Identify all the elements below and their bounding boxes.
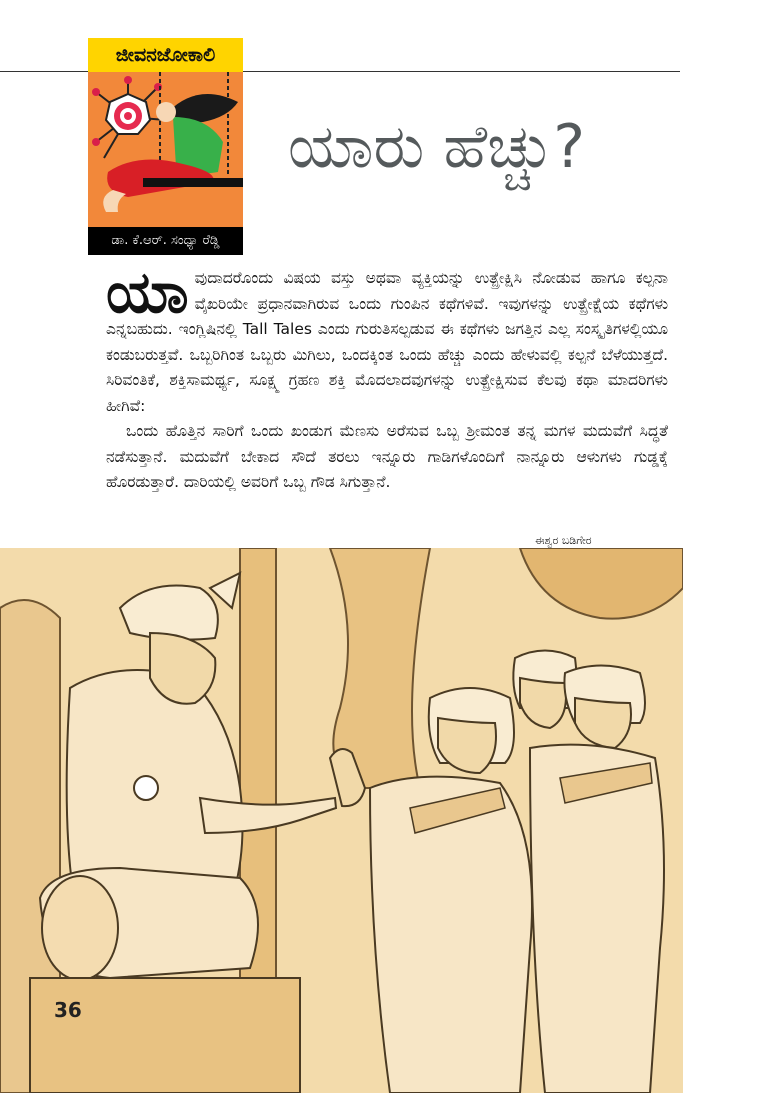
article-title: ಯಾರು ಹೆಚ್ಚು? xyxy=(288,112,586,182)
article-body xyxy=(106,258,668,496)
page-number: 36 xyxy=(54,998,82,1022)
author-byline: ಡಾ. ಕೆ.ಆರ್. ಸಂಧ್ಯಾ ರೆಡ್ಡಿ xyxy=(88,227,243,255)
paragraph-1-text: ವುದಾದರೊಂದು ವಿಷಯ ವಸ್ತು ಅಥವಾ ವ್ಯಕ್ತಿಯನ್ನು ಉತ್ಪ್ರೇಕ್ಷಿಸಿ ನೋಡುವ ಹಾಗೂ ಕಲ್ಪನಾ ವೈಖರಿಯೇ ಪ್ರಧಾನವಾಗಿರುವ ಒಂದು ಗುಂಪಿನ ಕಥೆಗಳಿವೆ. ಇವುಗಳನ್ನು ಉತ್ಪ್ರೇಕ್ಷೆಯ ಕಥೆಗಳು ಎನ್ನಬಹುದು. ಇಂಗ್ಲಿಷಿನಲ್ಲಿ Tall Tales ಎಂದು ಗುರುತಿಸಲ್ಪಡುವ ಈ ಕಥೆಗಳು ಜಗತ್ತಿನ ಎಲ್ಲ ಸಂಸ್ಕೃತಿಗಳಲ್ಲಿಯೂ ಕಂಡುಬರುತ್ತವೆ. ಒಬ್ಬರಿಗಿಂತ ಒಬ್ಬರು ಮಿಗಿಲು, ಒಂದಕ್ಕಿಂತ ಒಂದು ಹೆಚ್ಚು ಎಂದು ಹೇಳುವಲ್ಲಿ ಕಲ್ಪನೆ ಬೆಳೆಯುತ್ತದೆ. ಸಿರಿವಂತಿಕೆ, ಶಕ್ತಿಸಾಮರ್ಥ್ಯ, ಸೂಕ್ಷ್ಮ ಗ್ರಹಣ ಶಕ್ತಿ ಮೊದಲಾದವುಗಳನ್ನು ಉತ್ಪ್ರೇಕ್ಷಿಸುವ ಕೆಲವು ಕಥಾ ಮಾದರಿಗಳು ಹೀಗಿವೆ: xyxy=(106,269,668,415)
paragraph-2: ಒಂದು ಹೊತ್ತಿನ ಸಾರಿಗೆ ಒಂದು ಖಂಡುಗ ಮೆಣಸು ಅರೆಸುವ ಒಬ್ಬ ಶ್ರೀಮಂತ ತನ್ನ ಮಗಳ ಮದುವೆಗೆ ಸಿದ್ಧತೆ ನಡೆಸುತ್ತಾನೆ. ಮದುವೆಗೆ ಬೇಕಾದ ಸೌದೆ ತರಲು ಇನ್ನೂರು ಗಾಡಿಗಳೊಂದಿಗೆ ನಾನ್ನೂರು ಆಳುಗಳು ಗುಡ್ಡಕ್ಕೆ ಹೊರಡುತ್ತಾರೆ. ದಾರಿಯಲ್ಲಿ ಅವರಿಗೆ ಒಬ್ಬ ಗೌಡ ಸಿಗುತ್ತಾನೆ. xyxy=(106,422,668,491)
king-and-courtiers-illustration xyxy=(0,548,683,1093)
illustrator-credit: ಈಶ್ವರ ಬಡಿಗೇರ xyxy=(535,534,592,547)
drop-cap: ಯಾ xyxy=(106,258,189,326)
column-label: ಜೀವನಜೋಕಾಲಿ xyxy=(88,38,243,72)
swing-illustration-icon xyxy=(88,72,243,227)
paragraph-1 xyxy=(106,258,668,419)
column-logo-art xyxy=(88,72,243,227)
